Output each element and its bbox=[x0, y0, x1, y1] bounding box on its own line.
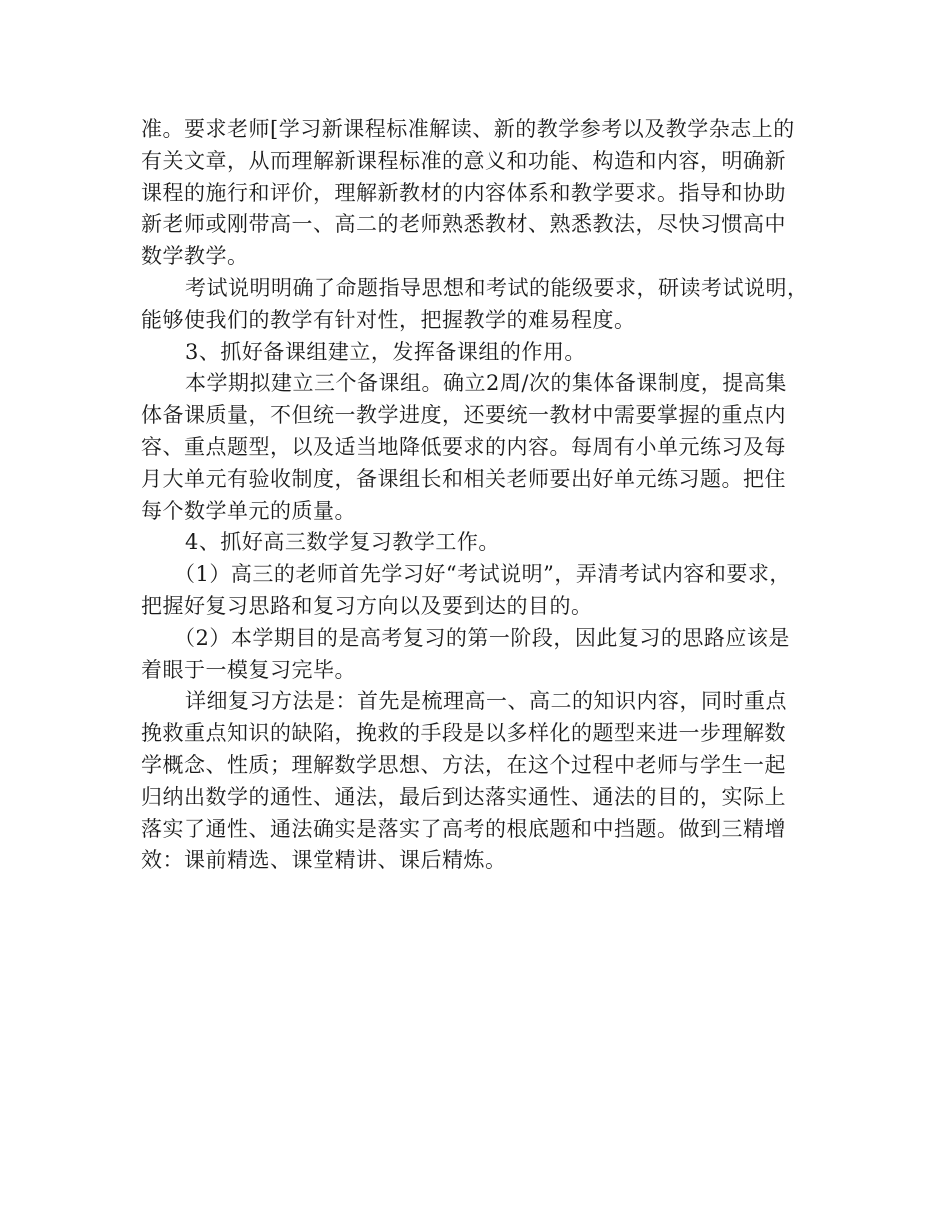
text-line: 落实了通性、通法确实是落实了高考的根底题和中挡题。做到三精增 bbox=[141, 816, 786, 841]
text-line: 能够使我们的教学有针对性，把握教学的难易程度。 bbox=[141, 307, 636, 332]
body-text bbox=[141, 114, 841, 877]
text-line: 挽救重点知识的缺陷，挽救的手段是以多样化的题型来进一步理解数 bbox=[141, 721, 786, 746]
text-line: 准。要求老师[学习新课程标准解读、新的教学参考以及教学杂志上的 bbox=[141, 117, 795, 141]
list-item-2-line: （2）本学期目的是高考复习的第一阶段，因此复习的思路应该是 bbox=[174, 625, 790, 650]
text-line: 月大单元有验收制度，备课组长和相关老师要出好单元练习题。把住 bbox=[141, 466, 786, 491]
paragraph-start-line: 考试说明明确了命题指导思想和考试的能级要求，研读考试说明， bbox=[185, 275, 809, 300]
text-line: 每个数学单元的质量。 bbox=[141, 498, 356, 523]
paragraph-start-line: 详细复习方法是：首先是梳理高一、高二的知识内容，同时重点 bbox=[185, 689, 787, 714]
text-line: 效：课前精选、课堂精讲、课后精炼。 bbox=[141, 848, 507, 873]
text-line: 归纳出数学的通性、通法，最后到达落实通性、通法的目的，实际上 bbox=[141, 784, 786, 809]
text-line: 新老师或刚带高一、高二的老师熟悉教材、熟悉教法，尽快习惯高中 bbox=[141, 212, 786, 237]
text-line: 容、重点题型，以及适当地降低要求的内容。每周有小单元练习及每 bbox=[141, 434, 786, 459]
text-line: 把握好复习思路和复习方向以及要到达的目的。 bbox=[141, 593, 593, 618]
text-line: 数学教学。 bbox=[141, 244, 249, 269]
text-line: 有关文章，从而理解新课程标准的意义和功能、构造和内容，明确新 bbox=[141, 148, 786, 173]
text-line: 着眼于一模复习完毕。 bbox=[141, 657, 356, 682]
section-heading-3: 3、抓好备课组建立，发挥备课组的作用。 bbox=[185, 339, 586, 364]
text-line: 学概念、性质；理解数学思想、方法，在这个过程中老师与学生一起 bbox=[141, 752, 786, 777]
section-heading-4: 4、抓好高三数学复习教学工作。 bbox=[185, 530, 500, 555]
text-line: 课程的施行和评价，理解新教材的内容体系和教学要求。指导和协助 bbox=[141, 180, 786, 205]
paragraph-start-line: 本学期拟建立三个备课组。确立2周/次的集体备课制度，提高集 bbox=[185, 371, 787, 396]
list-item-1-line: （1）高三的老师首先学习好“考试说明”，弄清考试内容和要求， bbox=[174, 562, 791, 587]
text-line: 体备课质量，不但统一教学进度，还要统一教材中需要掌握的重点内 bbox=[141, 403, 786, 428]
